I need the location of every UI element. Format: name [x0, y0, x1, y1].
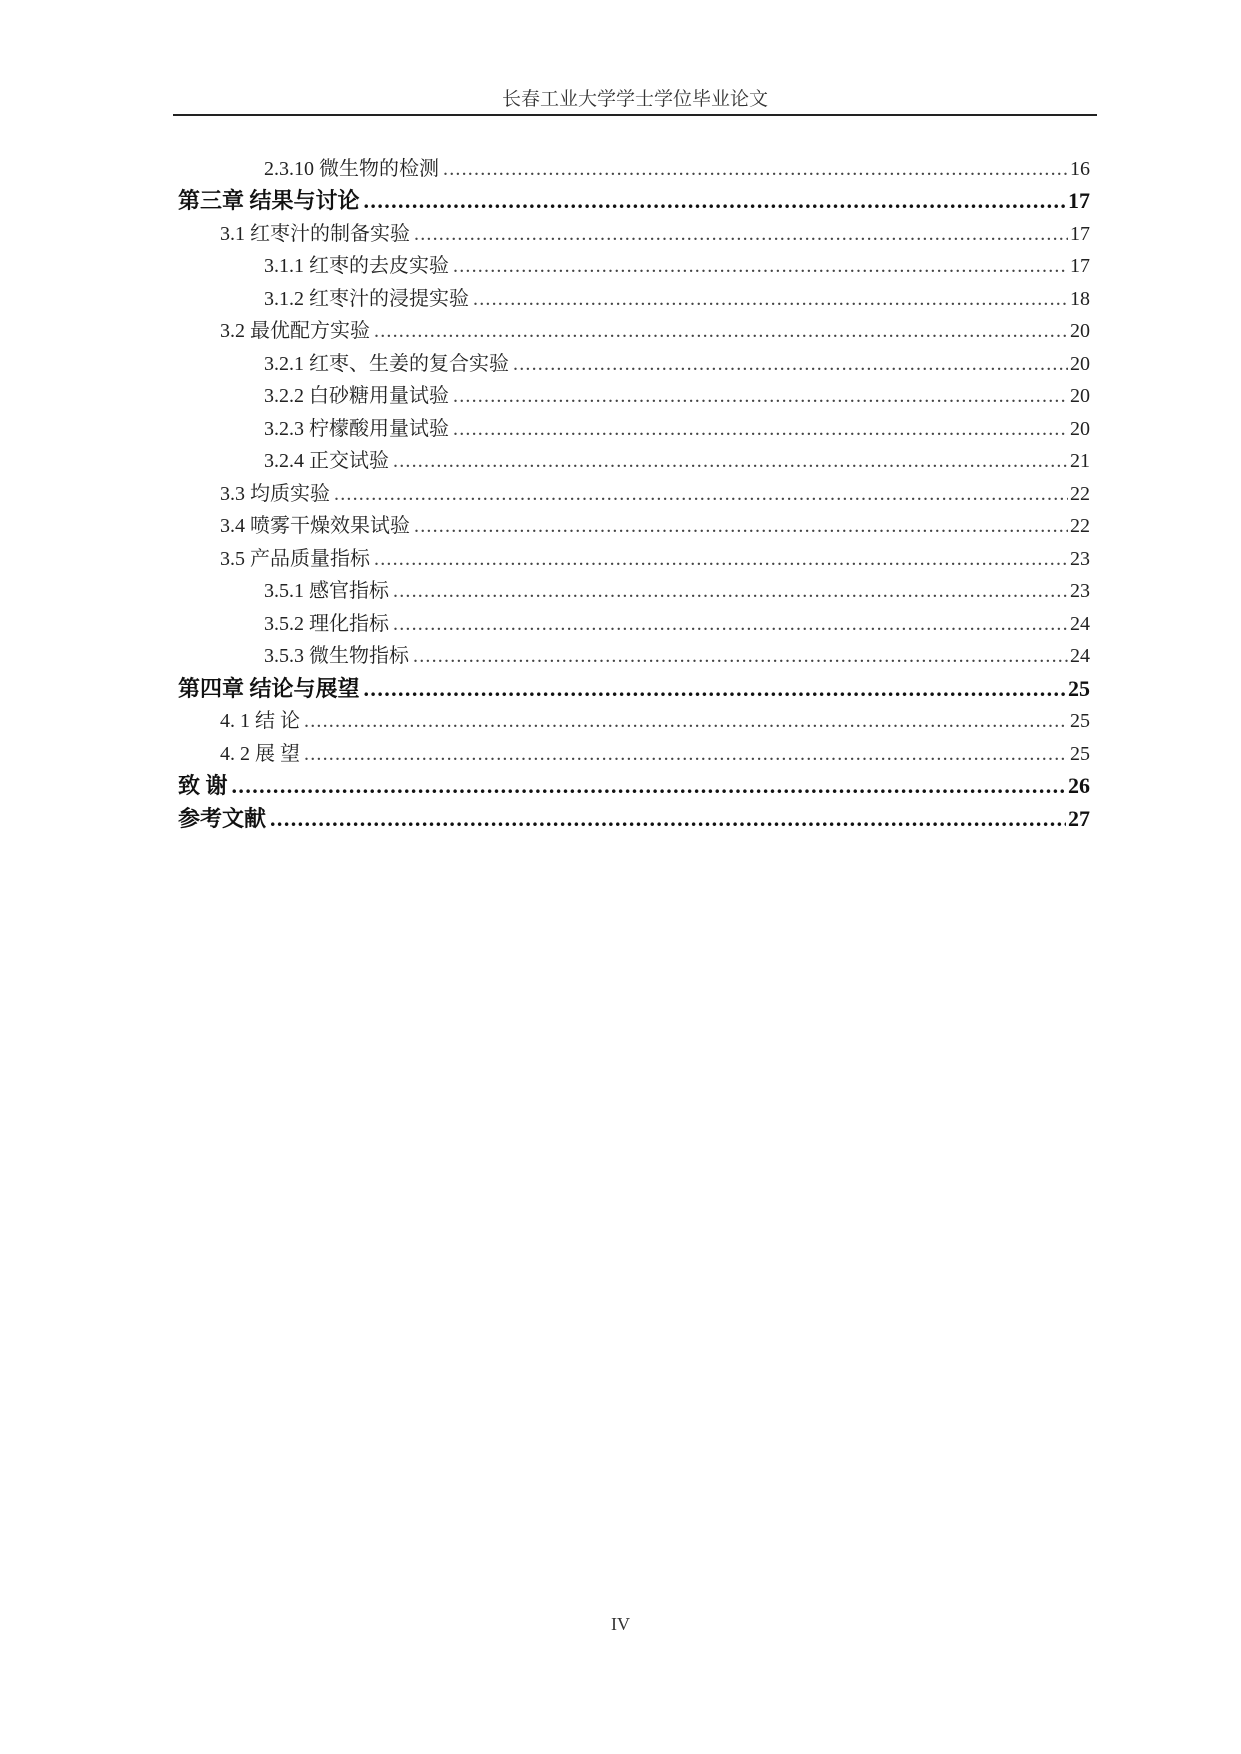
toc-entry-page-number: 25 [1068, 675, 1090, 701]
toc-entry-page-number: 20 [1070, 352, 1090, 375]
toc-entry[interactable] [178, 735, 1090, 768]
toc-entry[interactable] [178, 345, 1090, 378]
toc-entry-title: 3.4 喷雾干燥效果试验 [220, 515, 410, 537]
toc-dot-leader [414, 221, 1068, 247]
toc-entry-title: 参考文献 [178, 805, 267, 831]
page-header-title: 长春工业大学学士学位毕业论文 [501, 89, 768, 110]
toc-dot-leader [453, 416, 1068, 442]
toc-entry-page-number: 26 [1068, 773, 1090, 798]
toc-dot-leader [413, 643, 1068, 669]
toc-dot-leader [393, 611, 1068, 637]
toc-entry[interactable] [178, 508, 1090, 541]
toc-dot-leader [364, 676, 1066, 702]
toc-entry[interactable] [178, 540, 1090, 573]
toc-entry[interactable] [178, 475, 1090, 508]
toc-entry-page-number: 23 [1070, 547, 1090, 570]
toc-entry[interactable] [178, 443, 1090, 476]
toc-entry-page-number: 23 [1070, 580, 1090, 602]
toc-entry-page-number: 17 [1070, 222, 1090, 245]
toc-entry[interactable] [178, 638, 1090, 671]
toc-entry-title: 第四章 结论与展望 [178, 675, 360, 701]
toc-entry-title: 2.3.10 微生物的检测 [264, 157, 439, 180]
toc-entry[interactable] [178, 573, 1090, 606]
toc-entry-page-number: 16 [1070, 157, 1090, 180]
toc-entry[interactable] [178, 605, 1090, 638]
toc-dot-leader [453, 253, 1068, 279]
toc-entry-title: 3.2.2 白砂糖用量试验 [264, 385, 449, 407]
toc-entry[interactable] [178, 703, 1090, 736]
toc-entry-title: 3.2.1 红枣、生姜的复合实验 [264, 352, 509, 375]
toc-dot-leader [334, 481, 1068, 507]
toc-dot-leader [304, 741, 1068, 767]
toc-entry-title: 3.1.1 红枣的去皮实验 [264, 255, 449, 277]
toc-entry[interactable] [178, 670, 1090, 703]
toc-dot-leader [473, 286, 1068, 312]
toc-entry-title: 致 谢 [178, 773, 228, 798]
toc-dot-leader [393, 578, 1068, 604]
toc-entry-page-number: 20 [1070, 385, 1090, 407]
toc-entry-title: 3.2.3 柠檬酸用量试验 [264, 417, 449, 440]
toc-entry[interactable] [178, 215, 1090, 248]
toc-dot-leader [393, 448, 1068, 474]
toc-entry-page-number: 17 [1070, 255, 1090, 277]
toc-entry-title: 3.2 最优配方实验 [220, 320, 370, 342]
toc-dot-leader [232, 773, 1066, 799]
toc-entry-title: 3.5.2 理化指标 [264, 612, 389, 635]
toc-entry-title: 4. 2 展 望 [220, 742, 300, 765]
toc-entry-page-number: 22 [1070, 515, 1090, 537]
toc-entry-page-number: 24 [1070, 645, 1090, 667]
toc-entry-title: 3.2.4 正交试验 [264, 450, 389, 472]
toc-entry[interactable] [178, 378, 1090, 411]
toc-entry[interactable] [178, 248, 1090, 281]
toc-dot-leader [304, 708, 1068, 734]
table-of-contents [178, 150, 1090, 833]
toc-entry-page-number: 20 [1070, 320, 1090, 342]
toc-entry-page-number: 25 [1070, 742, 1090, 765]
toc-entry-page-number: 20 [1070, 417, 1090, 440]
toc-dot-leader [443, 156, 1068, 182]
toc-entry-page-number: 17 [1068, 188, 1090, 213]
toc-entry[interactable] [178, 800, 1090, 833]
toc-entry-title: 第三章 结果与讨论 [178, 188, 360, 213]
toc-entry-title: 3.5 产品质量指标 [220, 547, 370, 570]
toc-dot-leader [453, 383, 1068, 409]
toc-entry-page-number: 27 [1068, 805, 1090, 831]
toc-entry-page-number: 25 [1070, 710, 1090, 732]
toc-dot-leader [364, 188, 1066, 214]
toc-dot-leader [374, 546, 1068, 572]
toc-entry-title: 4. 1 结 论 [220, 710, 300, 732]
toc-dot-leader [374, 318, 1068, 344]
header-divider [173, 114, 1097, 116]
toc-entry-page-number: 18 [1070, 287, 1090, 310]
toc-entry-title: 3.1 红枣汁的制备实验 [220, 222, 410, 245]
page-number: IV [611, 1614, 630, 1634]
toc-dot-leader [513, 351, 1068, 377]
toc-entry[interactable] [178, 150, 1090, 183]
toc-entry[interactable] [178, 183, 1090, 216]
toc-entry-page-number: 24 [1070, 612, 1090, 635]
toc-entry-title: 3.1.2 红枣汁的浸提实验 [264, 287, 469, 310]
toc-dot-leader [270, 806, 1066, 832]
toc-entry-page-number: 21 [1070, 450, 1090, 472]
toc-entry[interactable] [178, 313, 1090, 346]
toc-entry[interactable] [178, 768, 1090, 801]
toc-entry-title: 3.5.1 感官指标 [264, 580, 389, 602]
toc-entry-page-number: 22 [1070, 482, 1090, 505]
toc-entry-title: 3.3 均质实验 [220, 482, 330, 505]
toc-entry[interactable] [178, 410, 1090, 443]
toc-dot-leader [414, 513, 1068, 539]
toc-entry[interactable] [178, 280, 1090, 313]
toc-entry-title: 3.5.3 微生物指标 [264, 645, 409, 667]
